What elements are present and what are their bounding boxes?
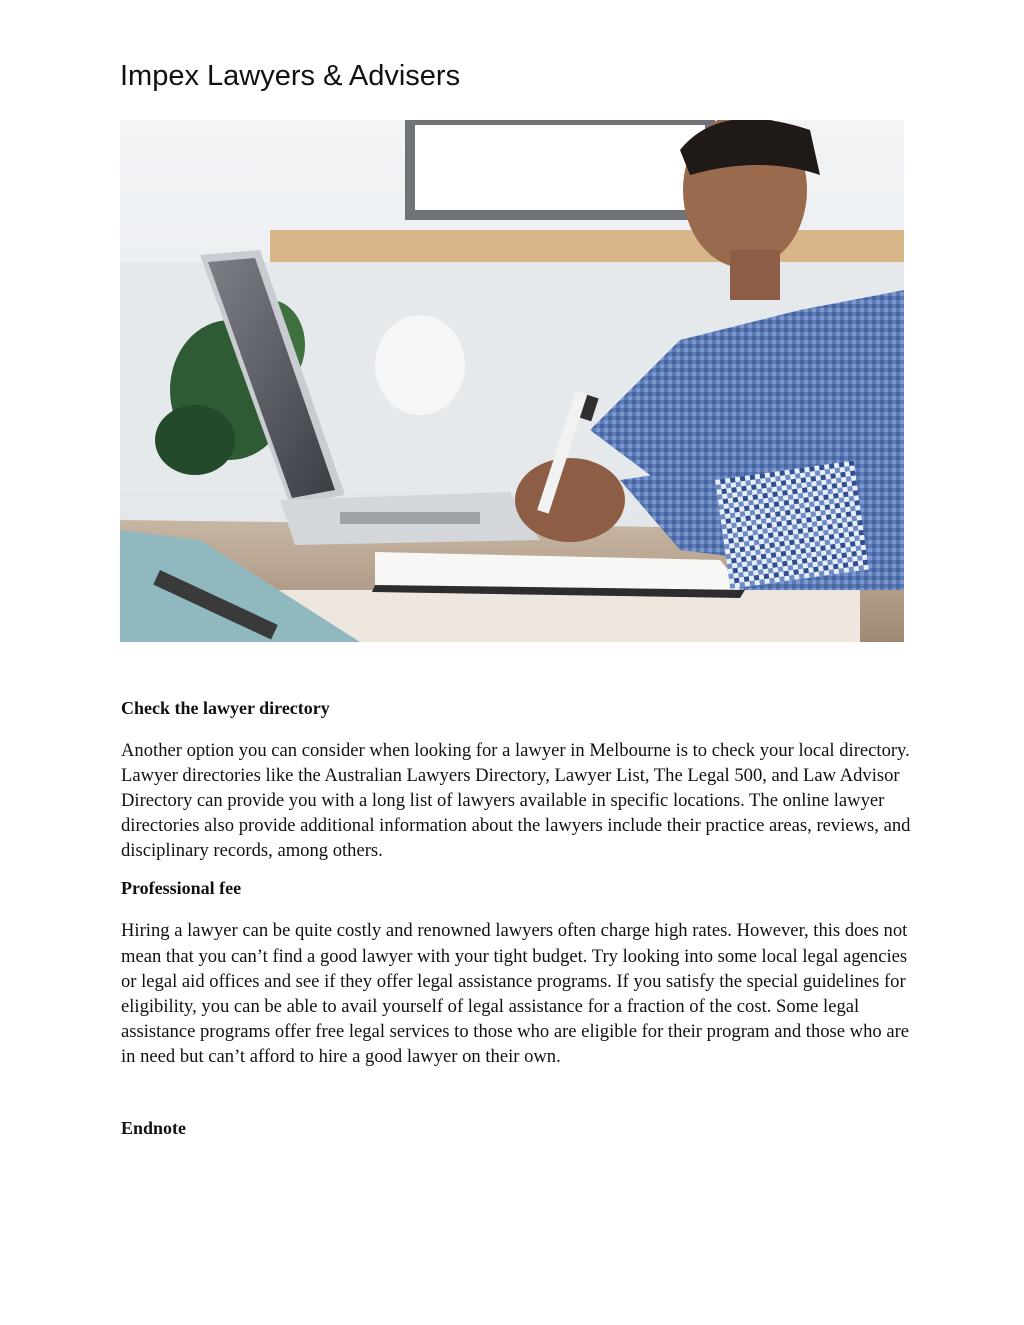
section-paragraph-professional-fee: Hiring a lawyer can be quite costly and renowned lawyers often charge high rates. However, this does not mean that you can’t find a good lawyer with your tight budget. Try looking into some local legal agencies or legal aid offices and see if they offer legal assistance programs. If you satisfy the special guidelines for eligibility, you can be able to avail yourself of legal assistance for a fraction of the cost. Some legal assistance programs offer free legal services to those who are eligible for their program and those who are in need but can’t afford to hire a good lawyer on their own.	[121, 920, 910, 1067]
hero-photo	[120, 120, 904, 642]
section-heading-professional-fee: Professional fee	[121, 878, 242, 899]
section-heading-lawyer-directory: Check the lawyer directory	[121, 698, 330, 718]
page-title: Impex Lawyers & Advisers	[120, 60, 461, 92]
section-heading-endnote: Endnote	[121, 1118, 187, 1139]
man-writing-at-desk-illustration	[120, 120, 904, 642]
article-body	[121, 693, 911, 1158]
section-paragraph-lawyer-directory: Another option you can consider when looking for a lawyer in Melbourne is to check your local directory. Lawyer directories like the Australian Lawyers Directory, Lawyer List, The Legal 500, and Law Advisor Directory can provide you with a long list of lawyers available in specific locations. The online lawyer directories also provide additional information about the lawyers include their practice areas, reviews, and disciplinary records, among others.	[121, 740, 911, 862]
